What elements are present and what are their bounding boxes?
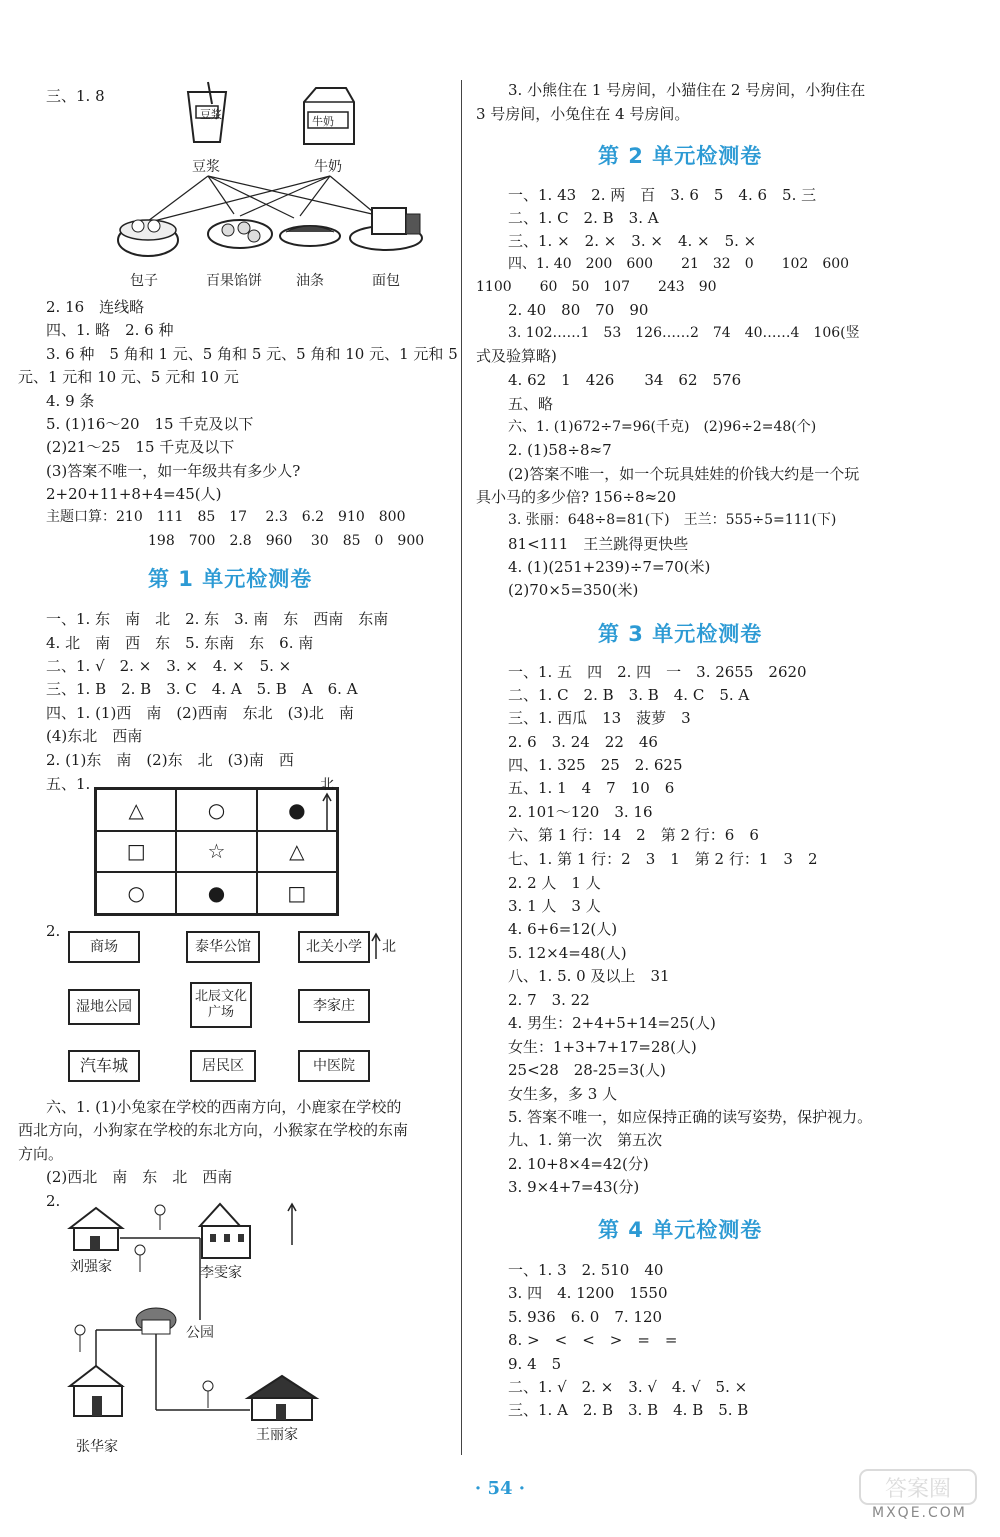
map-label-liu: 刘强家 bbox=[70, 1259, 112, 1275]
place-box: 商场 bbox=[68, 931, 140, 963]
baozi-icon bbox=[118, 220, 178, 256]
place-box: 泰华公馆 bbox=[186, 931, 260, 963]
answer-line: 2. 40 80 70 90 bbox=[508, 301, 649, 319]
grid-cell: ○ bbox=[176, 789, 256, 831]
answer-line: 3. 102……1 53 126……2 74 40……4 106(竖 bbox=[508, 325, 860, 341]
answer-line: 3. 张丽：648÷8=81(下) 王兰：555÷5=111(下) bbox=[508, 512, 837, 528]
bread-icon bbox=[350, 208, 422, 250]
park-icon bbox=[136, 1308, 176, 1334]
map-label-li: 李雯家 bbox=[200, 1265, 242, 1281]
answer-line: (2)西北 南 东 北 西南 bbox=[46, 1168, 233, 1186]
answer-line: 五、1. 1 4 7 10 6 bbox=[508, 779, 675, 797]
answer-line: 一、1. 东 南 北 2. 东 3. 南 东 西南 东南 bbox=[46, 610, 389, 628]
grid-cell: ● bbox=[176, 872, 256, 914]
answer-line: (3)答案不唯一，如一年级共有多少人? bbox=[46, 462, 301, 480]
watermark-text: MXQE.COM bbox=[872, 1505, 967, 1521]
answer-line: 六、第 1 行：14 2 第 2 行：6 6 bbox=[508, 826, 759, 844]
answer-line: 8. > < < > = = bbox=[508, 1331, 678, 1349]
answer-line: 2. 16 连线略 bbox=[46, 298, 145, 316]
answer-line: (4)东北 西南 bbox=[46, 727, 143, 745]
map-label-park: 公园 bbox=[186, 1325, 214, 1341]
answer-line: 一、1. 五 四 2. 四 一 3. 2655 2620 bbox=[508, 663, 807, 681]
place-box: 湿地公园 bbox=[68, 989, 140, 1025]
svg-text:答案圈: 答案圈 bbox=[884, 1477, 952, 1502]
answer-line: 方向。 bbox=[18, 1145, 64, 1163]
answer-line: 八、1. 5. 0 及以上 31 bbox=[508, 967, 670, 985]
answer-line: 3. 6 种 5 角和 1 元、5 角和 5 元、5 角和 10 元、1 元和 5 bbox=[46, 345, 458, 363]
grid-cell: △ bbox=[96, 789, 176, 831]
answer-line: 三、1. A 2. B 3. B 4. B 5. B bbox=[508, 1401, 749, 1419]
place-box: 北关小学 bbox=[298, 931, 370, 963]
answer-line: (2)21～25 15 千克及以下 bbox=[46, 438, 235, 456]
answer-line: 七、1. 第 1 行：2 3 1 第 2 行：1 3 2 bbox=[508, 850, 818, 868]
answer-line: 25<28 28-25=3(人) bbox=[508, 1061, 666, 1079]
answer-line: 四、1. 略 2. 6 种 bbox=[46, 321, 174, 339]
answer-line: 2. bbox=[46, 1192, 61, 1210]
column-divider bbox=[461, 80, 462, 1455]
map-label-wang: 王丽家 bbox=[256, 1427, 298, 1443]
grid-cell: ○ bbox=[96, 872, 176, 914]
page-number-value: 54 bbox=[487, 1478, 513, 1499]
grid-cell: △ bbox=[257, 831, 337, 873]
section-heading-unit-2: 第 2 单元检测卷 bbox=[598, 144, 763, 168]
answer-line: 二、1. C 2. B 3. A bbox=[508, 209, 659, 227]
answer-line: 三、1. B 2. B 3. C 4. A 5. B A 6. A bbox=[46, 680, 358, 698]
answer-line: 四、1. 40 200 600 21 32 0 102 600 bbox=[508, 256, 850, 272]
answer-line: 女生：1+3+7+17=28(人) bbox=[508, 1038, 697, 1056]
answer-line: 3. 1 人 3 人 bbox=[508, 897, 601, 915]
answer-line: 一、1. 43 2. 两 百 3. 6 5 4. 6 5. 三 bbox=[508, 186, 817, 204]
answer-line: 2. (1)东 南 (2)东 北 (3)南 西 bbox=[46, 751, 294, 769]
answer-line: 4. 北 南 西 东 5. 东南 东 6. 南 bbox=[46, 634, 314, 652]
section-heading-unit-3: 第 3 单元检测卷 bbox=[598, 622, 763, 646]
section-heading-unit-4: 第 4 单元检测卷 bbox=[598, 1218, 763, 1242]
answer-line: 五、略 bbox=[508, 395, 554, 413]
north-arrow-icon bbox=[370, 932, 382, 960]
answer-line: 二、1. C 2. B 3. B 4. C 5. A bbox=[508, 686, 750, 704]
grid-cell: □ bbox=[257, 872, 337, 914]
answer-line: 具小马的多少倍? 156÷8≈20 bbox=[476, 488, 677, 506]
page-number: · 54 · bbox=[474, 1478, 526, 1499]
youtiao-icon bbox=[280, 226, 340, 246]
liu-house-icon bbox=[70, 1208, 122, 1250]
answer-line: 4. 9 条 bbox=[46, 392, 95, 410]
answer-line: 一、1. 3 2. 510 40 bbox=[508, 1261, 664, 1279]
answer-line: 2. 7 3. 22 bbox=[508, 991, 590, 1009]
north-label: 北 bbox=[320, 777, 334, 793]
answer-line: 六、1. (1)672÷7=96(千克) (2)96÷2=48(个) bbox=[508, 419, 817, 435]
label-youtiao: 油条 bbox=[296, 273, 324, 289]
answer-line: 4. (1)(251+239)÷7=70(米) bbox=[508, 558, 711, 576]
answer-line: 三、1. × 2. × 3. × 4. × 5. × bbox=[508, 232, 757, 250]
grid-cell: □ bbox=[96, 831, 176, 873]
north-arrow-icon bbox=[288, 1204, 296, 1245]
answer-line: 女生多，多 3 人 bbox=[508, 1085, 618, 1103]
answer-line: 主题口算：210 111 85 17 2.3 6.2 910 800 bbox=[46, 509, 406, 525]
symbol-grid bbox=[94, 787, 339, 916]
place-box: 李家庄 bbox=[298, 989, 370, 1023]
grid-cell: ☆ bbox=[176, 831, 256, 873]
label-soy-milk: 豆浆 bbox=[192, 159, 220, 175]
answer-line: 五、1. bbox=[46, 775, 91, 793]
answer-line: 西北方向，小狗家在学校的东北方向，小猴家在学校的东南 bbox=[18, 1121, 409, 1139]
cup-print: 豆浆 bbox=[200, 108, 222, 121]
answer-line: 5. 12×4=48(人) bbox=[508, 944, 627, 962]
answer-line: 三、1. 8 bbox=[46, 87, 105, 105]
grid-cell: ● bbox=[257, 789, 337, 831]
answer-line: 2. bbox=[46, 922, 61, 940]
answer-line: 3. 小熊住在 1 号房间，小猫住在 2 号房间，小狗住在 bbox=[508, 81, 866, 99]
li-house-icon bbox=[200, 1204, 250, 1258]
route-map bbox=[60, 1190, 390, 1440]
answer-line: 二、1. √ 2. × 3. × 4. × 5. × bbox=[46, 657, 292, 675]
answer-line: 4. 62 1 426 34 62 576 bbox=[508, 371, 742, 389]
answer-line: 1100 60 50 107 243 90 bbox=[476, 279, 717, 295]
answer-line: 式及验算略) bbox=[476, 347, 557, 365]
answer-line: 81<111 王兰跳得更快些 bbox=[508, 535, 689, 553]
north-arrow-icon bbox=[320, 792, 334, 832]
answer-line: 5. 936 6. 0 7. 120 bbox=[508, 1308, 663, 1326]
place-box: 居民区 bbox=[190, 1050, 256, 1082]
wang-house-icon bbox=[248, 1376, 316, 1420]
answer-line: 四、1. (1)西 南 (2)西南 东北 (3)北 南 bbox=[46, 704, 354, 722]
answer-line: 3. 9×4+7=43(分) bbox=[508, 1178, 640, 1196]
place-box: 中医院 bbox=[298, 1050, 370, 1082]
north-label: 北 bbox=[382, 939, 396, 955]
answer-line: 4. 6+6=12(人) bbox=[508, 920, 618, 938]
zhang-house-icon bbox=[70, 1366, 122, 1416]
answer-line: 2. 6 3. 24 22 46 bbox=[508, 733, 658, 751]
answer-line: 二、1. √ 2. × 3. √ 4. √ 5. × bbox=[508, 1378, 748, 1396]
answer-line: 4. 男生：2+4+5+14=25(人) bbox=[508, 1014, 716, 1032]
answer-line: 2. 10+8×4=42(分) bbox=[508, 1155, 649, 1173]
matching-lines bbox=[144, 176, 378, 224]
answer-line: 3 号房间，小兔住在 4 号房间。 bbox=[476, 105, 690, 123]
answer-line: 2. (1)58÷8≈7 bbox=[508, 441, 612, 459]
answer-line: 5. 答案不唯一，如应保持正确的读写姿势，保护视力。 bbox=[508, 1108, 873, 1126]
label-bread: 面包 bbox=[372, 273, 400, 289]
label-fruit-pie: 百果馅饼 bbox=[206, 273, 262, 289]
answer-line: 2+20+11+8+4=45(人) bbox=[46, 485, 222, 503]
place-box: 北辰文化广场 bbox=[190, 982, 252, 1028]
answer-line: 3. 四 4. 1200 1550 bbox=[508, 1284, 668, 1302]
food-matching-illustration bbox=[110, 80, 440, 285]
place-box: 汽车城 bbox=[68, 1050, 140, 1082]
carton-print: 牛奶 bbox=[312, 115, 334, 128]
answer-line: 三、1. 西瓜 13 菠萝 3 bbox=[508, 709, 691, 727]
answer-line: 198 700 2.8 960 30 85 0 900 bbox=[148, 533, 425, 549]
section-heading-unit-1: 第 1 单元检测卷 bbox=[148, 567, 313, 591]
answer-line: 2. 101～120 3. 16 bbox=[508, 803, 653, 821]
label-milk: 牛奶 bbox=[314, 159, 342, 175]
answer-line: 四、1. 325 25 2. 625 bbox=[508, 756, 683, 774]
answer-line: 5. (1)16～20 15 千克及以下 bbox=[46, 415, 254, 433]
fruit-pie-icon bbox=[208, 220, 272, 248]
label-baozi: 包子 bbox=[130, 273, 158, 289]
answer-line: 9. 4 5 bbox=[508, 1355, 562, 1373]
answer-line: 九、1. 第一次 第五次 bbox=[508, 1131, 663, 1149]
map-label-zhang: 张华家 bbox=[76, 1439, 118, 1455]
answer-line: (2)答案不唯一，如一个玩具娃娃的价钱大约是一个玩 bbox=[508, 465, 860, 483]
answer-line: (2)70×5=350(米) bbox=[508, 581, 639, 599]
answer-line: 六、1. (1)小兔家在学校的西南方向，小鹿家在学校的 bbox=[46, 1098, 402, 1116]
answer-line: 2. 2 人 1 人 bbox=[508, 874, 601, 892]
answer-line: 元、1 元和 10 元、5 元和 10 元 bbox=[18, 368, 239, 386]
